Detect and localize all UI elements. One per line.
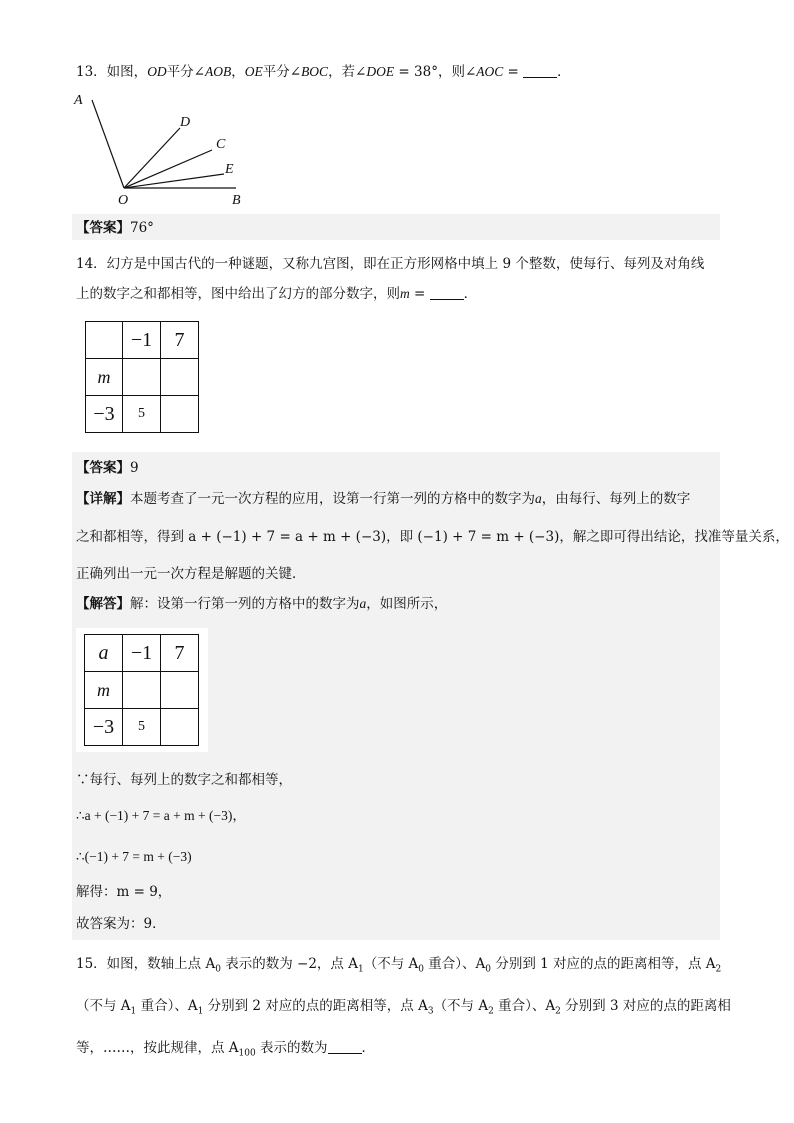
grid-cell: m <box>86 359 123 396</box>
answer-blank <box>328 1040 362 1054</box>
angle-diagram <box>72 92 252 212</box>
label-o: O <box>118 193 129 208</box>
q14-stem-line1: 14．幻方是中国古代的一种谜题，又称九宫图，即在正方形网格中填上 9 个整数，使每行、每列及对角线 <box>76 256 705 272</box>
q14-step5: 故答案为：9． <box>76 916 166 932</box>
magic-square-grid-solution <box>84 634 199 746</box>
q14-detail-line3: 正确列出一元一次方程是解题的关键． <box>76 566 306 582</box>
grid-cell: −3 <box>86 396 123 433</box>
grid-cell: a <box>85 635 123 672</box>
q14-step3: ∴(−1) + 7 = m + (−3) <box>76 849 192 864</box>
grid-cell <box>161 709 199 746</box>
q13-stem: 13．如图，OD平分∠AOB，OE平分∠BOC，若∠DOE = 38°，则∠AOC = ． <box>76 64 571 80</box>
q14-step4: 解得：m = 9， <box>76 884 172 900</box>
q14-stem-line2: 上的数字之和都相等，图中给出了幻方的部分数字，则m = ． <box>76 286 478 302</box>
q14-step2: ∴a + (−1) + 7 = a + m + (−3)， <box>76 808 246 823</box>
answer-blank <box>523 64 557 78</box>
q13-answer-box <box>72 214 720 240</box>
grid-cell: 5 <box>123 396 161 433</box>
q13-answer: 【答案】76° <box>76 220 154 236</box>
grid-cell: −1 <box>123 635 161 672</box>
grid-cell <box>161 396 199 433</box>
grid-cell <box>86 322 123 359</box>
q15-stem-line3: 等，……，按此规律，点 $A_{100}$ 表示的数为 ． <box>76 1040 376 1059</box>
q14-solution-line1: 【解答】解：设第一行第一列的方格中的数字为a，如图所示， <box>76 596 448 612</box>
q15-stem-line2: （不与 $A_1$ 重合）、$A_1$ 分别到 2 对应的点的距离相等，点 $A_3$（不与 $A_2$ 重合）、$A_2$ 分别到 3 对应的点的距离相 <box>76 998 731 1017</box>
ray-od <box>124 128 180 188</box>
answer-blank <box>430 286 464 300</box>
grid-cell: m <box>85 672 123 709</box>
magic-square-grid <box>85 321 199 433</box>
label-e: E <box>225 162 234 177</box>
q14-answer: 【答案】9 <box>76 460 139 476</box>
grid-cell: 7 <box>161 635 199 672</box>
grid-cell: −1 <box>123 322 161 359</box>
q14-detail-line1: 【详解】本题考查了一元一次方程的应用，设第一行第一列的方格中的数字为a，由每行、每列上的数字 <box>76 491 691 507</box>
label-c: C <box>216 137 226 152</box>
grid-cell <box>161 359 199 396</box>
q14-detail-line2: 之和都相等，得到 a + (−1) + 7 = a + m + (−3)，即 (−1) + 7 = m + (−3)，解之即可得出结论，找准等量关系， <box>76 529 789 545</box>
label-d: D <box>180 115 191 130</box>
grid-cell: −3 <box>85 709 123 746</box>
grid-cell: 5 <box>123 709 161 746</box>
label-b: B <box>232 193 241 208</box>
grid-cell <box>123 359 161 396</box>
q14-step1: ∵每行、每列上的数字之和都相等， <box>76 772 292 788</box>
label-a: A <box>74 93 83 108</box>
ray-oa <box>92 100 124 188</box>
grid-cell <box>161 672 199 709</box>
grid-cell <box>123 672 161 709</box>
q15-stem-line1: 15．如图，数轴上点 $A_0$ 表示的数为 −2，点 $A_1$（不与 $A_0$ 重合）、$A_0$ 分别到 1 对应的点的距离相等，点 $A_2$ <box>76 956 722 975</box>
grid-cell: 7 <box>161 322 199 359</box>
